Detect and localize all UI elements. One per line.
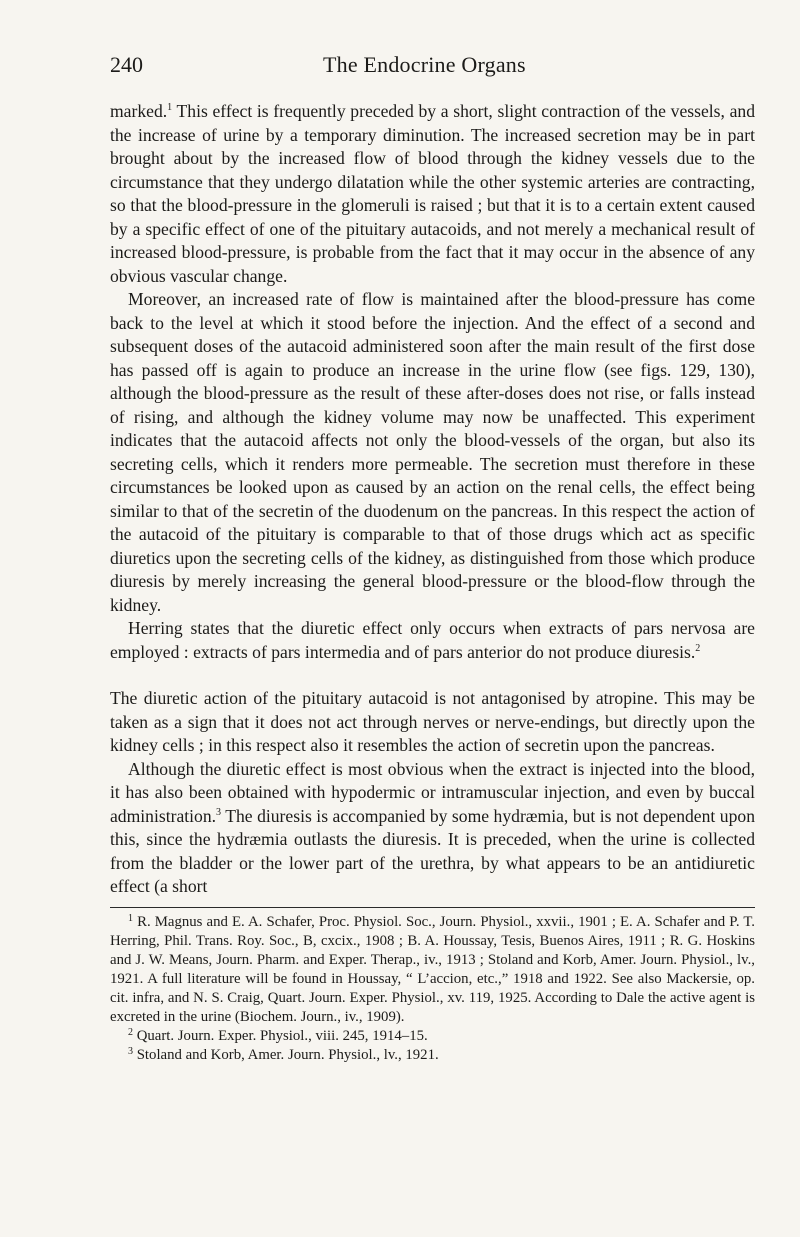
body-text	[110, 100, 755, 899]
paragraph-3: Herring states that the diuretic effect only occurs when extracts of pars nervosa are employed : extracts of pars intermedia and of pars anterior do not produce diuresis.$^2$	[110, 618, 755, 662]
paragraph-5: Although the diuretic effect is most obvious when the extract is injected into the blood, it has also been obtained with hypodermic or intramuscular injection, and even by buccal administration.$^3$ The diuresis is accompanied by some hydræmia, but is not dependent upon this, since the hydræmia outlasts the diuresis. It is preceded, when the urine is collected from the bladder or the lower part of the urethra, by what appears to be an antidiuretic effect (a short	[110, 758, 755, 896]
page-header	[110, 52, 755, 82]
paragraph-1: marked.$^1$ This effect is frequently preceded by a short, slight contraction of the vessels, and the increase of urine by a temporary diminution. The increased secretion may be in part brought about by the increased flow of blood through the kidney vessels due to the circumstance that they undergo dilatation while the other systemic arteries are contracting, so that the blood-pressure in the glomeruli is raised ; but that it is to a certain extent caused by a specific effect of one of the pituitary autacoids, and not merely a mechanical result of increased blood-pressure, is probable from the fact that it may occur in the absence of any obvious vascular change.	[110, 101, 755, 286]
footnote-1: $^1$ R. Magnus and E. A. Schafer, Proc. Physiol. Soc., Journ. Physiol., xxvii., 1901 ; E. A. Schafer and P. T. Herring, Phil. Trans. Roy. Soc., B, cxcix., 1908 ; B. A. Houssay, Tesis, Buenos Aires, 1911 ; R. G. Hoskins and J. W. Means, Journ. Pharm. and Exper. Therap., iv., 1913 ; Stoland and Korb, Amer. Journ. Physiol., lv., 1921. A full literature will be found in Houssay, “ L’accion, etc.,” 1918 and 1922. See also Mackersie, op. cit. infra, and N. S. Craig, Quart. Journ. Exper. Physiol., xv. 119, 1925. According to Dale the active agent is excreted in the urine (Biochem. Journ., iv., 1909).	[110, 912, 755, 1025]
footnotes	[110, 913, 755, 1065]
footnote-3: $^3$ Stoland and Korb, Amer. Journ. Physiol., lv., 1921.	[128, 1045, 439, 1063]
footnote-2: $^2$ Quart. Journ. Exper. Physiol., viii. 245, 1914–15.	[128, 1026, 428, 1044]
footnote-ref-3[interactable]: 3	[216, 806, 222, 818]
book-page	[110, 52, 755, 1065]
footnote-ref-2[interactable]: 2	[695, 642, 701, 654]
running-title: The Endocrine Organs	[323, 52, 526, 77]
paragraph-2: Moreover, an increased rate of flow is maintained after the blood-pressure has come back to the level at which it stood before the injection. And the effect of a second and subsequent doses of the autacoid administered soon after the main result of the first dose has passed off is again to produce an increase in the urine flow (see figs. 129, 130), although the blood-pressure as the result of these after-doses does not rise, or falls instead of rising, and although the kidney volume may now be unaffected. This experiment indicates that the autacoid affects not only the blood-vessels of the organ, but also its secreting cells, which it renders more permeable. The secretion must therefore in these circumstances be looked upon as caused by an action on the renal cells, the effect being similar to that of the secretin of the duodenum on the pancreas. In this respect the action of the autacoid of the pituitary is comparable to that of those drugs which act as specific diuretics upon the secreting cells of the kidney, as distinguished from those which produce diuresis by merely increasing the general blood-pressure or the blood-flow through the kidney.	[110, 289, 755, 615]
paragraph-4: The diuretic action of the pituitary autacoid is not antagonised by atropine. This may be taken as a sign that it does not act through nerves or nerve-endings, but directly upon the kidney cells ; in this respect also it resembles the action of secretin upon the pancreas.	[110, 688, 755, 755]
footnote-ref-1[interactable]: 1	[167, 102, 173, 113]
footnote-divider	[110, 907, 755, 908]
page-number: 240	[110, 52, 143, 77]
